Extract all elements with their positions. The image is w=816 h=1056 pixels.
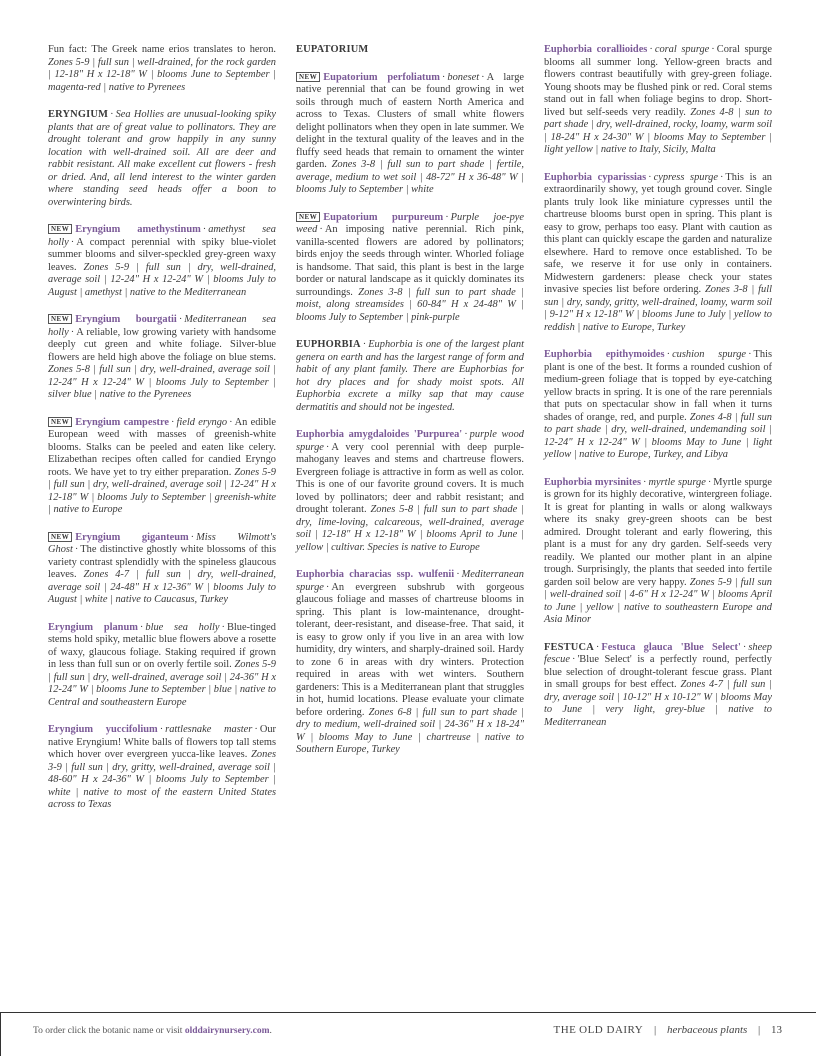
plant-entry xyxy=(544,349,772,462)
plant-description: A large native perennial that can be found growing in wet soils through much of eastern North America and across to Texas. Clusters of small white flowers delight pollinators when they open in late summer. We delight in the textural quality of the leaves and in the fluffy seed heads that remain to ornament the winter garden. xyxy=(296,71,524,170)
column-2 xyxy=(296,44,524,772)
separator-dot: · xyxy=(221,621,225,633)
separator-dot: · xyxy=(254,724,258,735)
separator-dot: · xyxy=(159,724,164,735)
plant-description: A reliable, low growing variety with handsome deeply cut green and white foliage. Silver-blue flowers are held high above the foliage on blue stems. xyxy=(48,326,276,363)
plant-entry xyxy=(48,622,276,710)
common-name: rattlesnake master xyxy=(165,724,253,735)
separator-dot: · xyxy=(178,314,183,325)
separator-dot: · xyxy=(666,349,671,360)
genus-heading: EUPHORBIA xyxy=(296,339,361,350)
footer-separator-2: | xyxy=(758,1024,761,1036)
plant-description: Fun fact: The Greek name erios translates to heron. xyxy=(48,44,276,55)
plant-entry xyxy=(48,417,276,517)
plant-description: An evergreen subshrub with gorgeous glaucous foliage and masses of chartreuse blooms in spring. This plant is low-maintenance, drought-tolerant, deer-resistant, and disease-free. That said, it is easy to grow only if you live in an area with low humidity, dry winters, and sharply-drained soil. Hardy to zone 6 in areas with dry winters. Protection required in areas with wet winters. Southern gardeners: This is a Mediterranean plant that struggles in hot, humid locations. Please evaluate your climate before ordering. xyxy=(296,581,524,718)
plant-description: 'Blue Select' is a perfectly round, perfectly blue selection of drought-tolerant fescue grass. Plant in small groups for best effect. xyxy=(544,654,772,690)
botanic-name-link[interactable]: Eryngium amethystinum xyxy=(75,224,201,235)
separator-dot: · xyxy=(571,654,576,665)
separator-dot: · xyxy=(649,44,653,55)
separator-dot: · xyxy=(595,641,600,653)
common-name: purple wood spurge xyxy=(296,429,524,453)
plant-specs: Zones 5-8 | full sun to part shade | dry, lime-loving, calcareous, well-drained, average soil | 12-18" H x 12-18" W | blooms April to June | yellow | cultivar. Species is native to Europe xyxy=(296,504,524,553)
genus-heading: EUPATORIUM xyxy=(296,44,369,55)
plant-entry xyxy=(296,44,524,57)
plant-specs: Zones 4-7 | full sun | dry, well-drained, average soil | 24-48" H x 12-36" W | blooms July to August | white | native to Caucasus, Turkey xyxy=(48,569,276,605)
plant-description: A very cool perennial with deep purple-mahogany leaves and stems and chartreuse flowers. Evergreen foliage is attractive in form as well as color. This is one of our favorite ground covers. It is much loved by pollinators; deer and rabbit resistant; and drought tolerant. xyxy=(296,441,524,515)
plant-entry xyxy=(544,44,772,157)
common-name: boneset xyxy=(447,71,480,83)
separator-dot: · xyxy=(229,416,233,428)
plant-entry xyxy=(48,109,276,209)
separator-dot: · xyxy=(441,71,446,83)
separator-dot: · xyxy=(445,211,449,223)
footer-divider xyxy=(0,1012,816,1013)
separator-dot: · xyxy=(70,236,75,248)
plant-entry xyxy=(544,642,772,730)
common-name: sheep fescue xyxy=(544,641,772,665)
common-name: cypress spurge xyxy=(653,171,718,183)
footer-corner-rule xyxy=(0,1012,1,1056)
botanic-name-link[interactable]: Euphorbia amygdaloides 'Purpurea' xyxy=(296,429,463,440)
plant-entry xyxy=(296,429,524,554)
separator-dot: · xyxy=(325,441,330,453)
plant-entry xyxy=(544,172,772,335)
common-name: coral spurge xyxy=(654,44,710,55)
common-name: Mediterranean sea holly xyxy=(48,314,277,338)
plant-description: This plant is one of the best. It forms a rounded cushion of medium-green foliage that is topped by eye-catching yellow bracts in spring. It is one of the rare perennials that puts on spectacular show in fall when it turns shades of orange, red, and purple. xyxy=(544,349,773,423)
plant-specs: Zones 6-8 | full sun to part shade | dry to medium, well-drained soil | 24-36" H x 18-24" W | blooms May to June | chartreuse | native to Southern Europe, Turkey xyxy=(296,706,524,755)
separator-dot: · xyxy=(139,621,144,633)
plant-description: This is an extraordinarily showy, yet tough ground cover. Single plants truly look like miniature cypresses until the chartreuse blooms burst open in spring. This plant is easy to grow, perhaps too easy. Plant with caution as this plant can quickly escape the garden and naturalize elsewhere. Hard to remove once established. To be safe, we reserve it for use only in containers. Midwestern gardeners: please check your states invasive species list before ordering. xyxy=(544,171,772,295)
genus-heading: ERYNGIUM xyxy=(48,109,109,120)
common-name: myrtle spurge xyxy=(648,476,706,488)
plant-specs: Zones 5-9 | full sun | well-drained, for the rock garden | 12-18" H x 12-18" W | blooms June to September | magenta-red | native to Pyrenees xyxy=(48,56,276,93)
common-name: amethyst sea holly xyxy=(48,224,276,248)
separator-dot: · xyxy=(648,171,652,183)
plant-entry xyxy=(48,724,276,812)
genus-description: Sea Hollies are unusual-looking spiky plants that are of great value to pollinators. They are drought tolerant and grow happily in any sunny location with well-drained soil. All are deer and rabbit resistant. All make excellent cut flowers - fresh or dried. And, all lend interest to the winter garden where standing seed heads offer a boon to overwintering birds. xyxy=(48,109,276,208)
genus-heading: FESTUCA xyxy=(544,641,594,653)
new-badge xyxy=(296,72,320,82)
separator-dot: · xyxy=(362,339,367,350)
common-name: Purple joe-pye weed xyxy=(296,211,524,235)
common-name: field eryngo xyxy=(176,416,228,428)
botanic-name-link[interactable]: Eupatorium purpureum xyxy=(323,211,444,223)
plant-specs: Zones 5-8 | full sun | dry, well-drained, average soil | 12-24" H x 12-24" W | blooms July to September | silver blue | native to the Pyrenees xyxy=(48,364,276,400)
botanic-name-link[interactable]: Eryngium bourgatii xyxy=(75,314,177,325)
separator-dot: · xyxy=(171,416,175,428)
footer-page-number: 13 xyxy=(771,1024,782,1036)
plant-entry xyxy=(544,477,772,627)
botanic-name-link[interactable]: Euphorbia cyparissias xyxy=(544,171,647,183)
plant-entry xyxy=(48,44,276,94)
footer-order-text: To order click the botanic name or visit xyxy=(33,1026,185,1036)
separator-dot: · xyxy=(643,476,647,488)
plant-entry xyxy=(296,569,524,757)
column-3 xyxy=(544,44,772,744)
botanic-name-link[interactable]: Eryngium planum xyxy=(48,621,138,633)
new-badge xyxy=(48,417,72,427)
plant-description: Myrtle spurge is grown for its highly decorative, wintergreen foliage. It is great for planting in walls or along walkways where its snaky grey-green shoots can be best admired. Drought tolerant and early flowering, this plant is a must for any dry garden. Self-seeds very readily. We planted our mother plant in an alpine trough. Surprisingly, the plants that seeded into fertile garden soil below are very happy. xyxy=(544,476,772,588)
plant-specs: Zones 5-9 | full sun | dry, well-drained, average soil | 24-36" H x 12-24" W | blooms June to September | blue | native to Central and southeastern Europe xyxy=(48,659,276,708)
separator-dot: · xyxy=(464,429,468,440)
separator-dot: · xyxy=(202,224,207,235)
common-name: Mediterranean spurge xyxy=(296,569,524,593)
footer-nursery-name: OLD DAIRY xyxy=(579,1024,644,1036)
separator-dot: · xyxy=(110,109,114,120)
footer-the: THE xyxy=(553,1024,577,1036)
separator-dot: · xyxy=(70,326,75,338)
new-badge xyxy=(48,532,72,542)
plant-specs: Zones 3-8 | full sun to part shade | fertile, average, medium to wet soil | 48-72" H x 36-48" W | blooms July to September | white xyxy=(296,159,524,195)
separator-dot: · xyxy=(742,641,747,653)
common-name: Miss Wilmott's Ghost xyxy=(48,531,277,555)
botanic-name-link[interactable]: Euphorbia myrsinites xyxy=(544,476,642,488)
botanic-name-link[interactable]: Festuca glauca 'Blue Select' xyxy=(601,641,741,653)
plant-description: A compact perennial with spiky blue-violet summer blooms and silver-speckled grey-green waxy leaves. xyxy=(48,236,276,273)
plant-description: Our native Eryngium! White balls of flowers top tall stems which hover over evergreen yucca-like leaves. xyxy=(48,724,276,760)
plant-specs: Zones 3-8 | full sun | dry, sandy, gritty, well-drained, loamy, warm soil | 9-12" H x 12-18" W | blooms June to July | yellow to reddish | native to Europe, Turkey xyxy=(544,284,772,333)
separator-dot: · xyxy=(190,531,195,543)
plant-description: Coral spurge blooms all summer long. Yellow-green bracts and flowers contrast beautifully with grey-green foliage. Young shoots may be flushed pink or red. Coral stems stand out in fall when foliage begins to drop. Short-lived but self-seeds very readily. xyxy=(544,44,772,118)
botanic-name-link[interactable]: Eryngium yuccifolium xyxy=(48,724,158,735)
plant-specs: Zones 5-9 | full sun | dry, well-drained, average soil | 12-24" H x 12-24" W | blooms July to August | amethyst | native to the Mediterranean xyxy=(48,261,276,298)
footer-order-note xyxy=(33,1026,272,1036)
separator-dot: · xyxy=(707,476,712,488)
footer-order-end: . xyxy=(269,1026,272,1036)
botanic-name-link[interactable]: Euphorbia epithymoides xyxy=(544,349,665,360)
separator-dot: · xyxy=(325,581,330,593)
new-badge xyxy=(48,224,72,234)
botanic-name-link[interactable]: Euphorbia corallioides xyxy=(544,44,648,55)
plant-specs: Zones 4-8 | full sun to part shade | dry, well-drained, undemanding soil | 12-24" H x 12-24" W | blooms May to June | light yellow | native to Europe, Turkey, and Libya xyxy=(544,411,772,460)
common-name: blue sea holly xyxy=(145,621,220,633)
new-badge xyxy=(48,314,72,324)
plant-entry xyxy=(296,339,524,414)
plant-specs: Zones 4-7 | full sun | dry, average soil | 10-12" H x 10-12" W | blooms May to June | very light, grey-blue | native to Mediterranean xyxy=(544,679,772,728)
botanic-name-link[interactable]: Eupatorium perfoliatum xyxy=(323,71,440,83)
separator-dot: · xyxy=(456,569,460,580)
plant-specs: Zones 5-9 | full sun | well-drained soil | 4-6" H x 12-24" W | blooms April to June | yellow | native to southeastern Europe and Asia Minor xyxy=(544,576,772,625)
plant-entry xyxy=(48,314,276,402)
separator-dot: · xyxy=(74,544,79,555)
separator-dot: · xyxy=(481,71,485,83)
plant-description: An edible European weed with masses of greenish-white blooms. Stalks can be peeled and eaten like celery. Elizabethan recipes often called for candied Eryngo roots. We have yet to try either preparation. xyxy=(48,416,277,478)
footer-section: herbaceous plants xyxy=(666,1024,748,1036)
plant-entry xyxy=(48,532,276,607)
plant-description: Blue-tinged stems hold spiky, metallic blue flowers above a rosette of waxy, glaucous foliage. Staking required if grown in less than full sun or on overly fertile soil. xyxy=(48,621,276,670)
plant-entry xyxy=(296,72,524,197)
separator-dot: · xyxy=(319,224,323,235)
plant-specs: Zones 3-8 | full sun to part shade | moist, along streamsides | 60-84" H x 24-48" W | blooms July to September | pink-purple xyxy=(296,286,524,323)
footer-separator-1: | xyxy=(653,1024,657,1036)
genus-description: Euphorbia is one of the largest plant genera on earth and has the largest range of form and habit of any plant family. There are Euphorbias for hot dry places and for shady moist spots. All Euphorbia excrete a milky sap that may cause dermatitis and should not be ingested. xyxy=(296,339,524,413)
plant-entry xyxy=(296,212,524,325)
separator-dot: · xyxy=(748,349,752,360)
plant-description: The distinctive ghostly white blossoms of this variety contrast splendidly with the spineless glaucous leaves. xyxy=(48,544,276,580)
footer-website-link[interactable]: olddairynursery.com xyxy=(184,1026,270,1036)
plant-description: An imposing native perennial. Rich pink, vanilla-scented flowers are adored by pollinators; birds enjoy the seeds through winter. Whorled foliage is handsome. That said, this plant is best in the large border or natural landscape as it quickly dominates its surroundings. xyxy=(296,224,524,298)
plant-specs: Zones 3-9 | full sun | dry, gritty, well-drained, average soil | 48-60" H x 24-36" W | blooms July to September | white | native to most of the eastern United States across to Texas xyxy=(48,749,276,810)
separator-dot: · xyxy=(711,44,715,55)
separator-dot: · xyxy=(719,171,724,183)
botanic-name-link[interactable]: Eryngium giganteum xyxy=(75,531,189,543)
new-badge xyxy=(296,212,320,222)
common-name: cushion spurge xyxy=(672,349,747,360)
botanic-name-link[interactable]: Euphorbia characias ssp. wulfenii xyxy=(296,569,455,580)
footer-running-head xyxy=(554,1024,783,1036)
botanic-name-link[interactable]: Eryngium campestre xyxy=(75,416,169,428)
column-1 xyxy=(48,44,276,827)
plant-entry xyxy=(48,224,276,299)
plant-specs: Zones 4-8 | sun to part shade | dry, well-drained, rocky, loamy, warm soil | 18-24" H x 24-30" W | blooms May to September | light yellow | native to Italy, Sicily, Malta xyxy=(544,106,772,155)
plant-specs: Zones 5-9 | full sun | dry, well-drained, average soil | 12-24" H x 12-18" W | blooms July to September | greenish-white | native to Europe xyxy=(48,466,276,515)
